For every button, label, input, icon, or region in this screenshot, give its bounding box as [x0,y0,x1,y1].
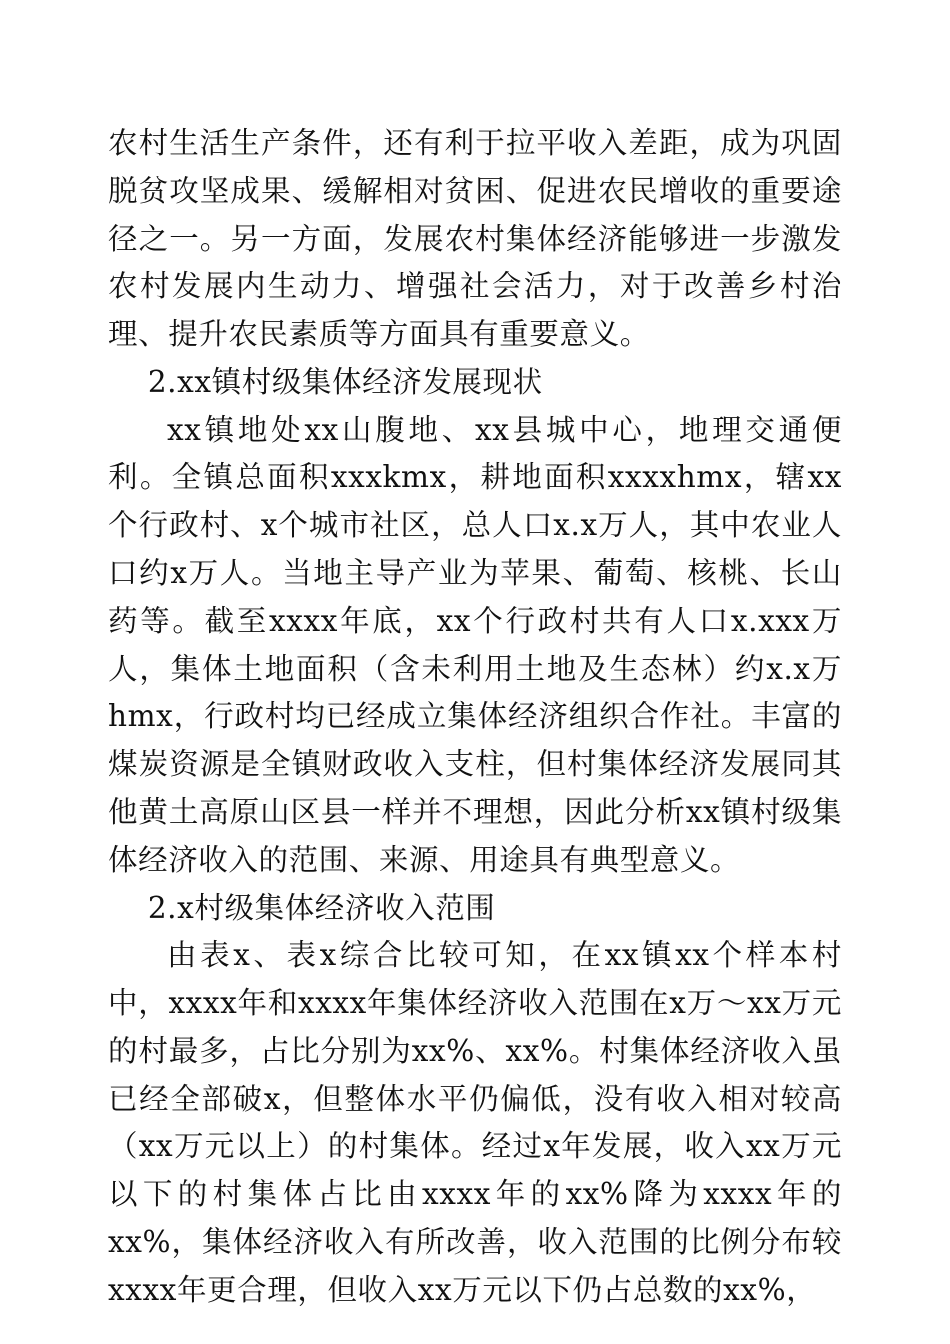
section-heading-2: 2.xx镇村级集体经济发展现状 [147,364,543,399]
paragraph-continuation: 农村生活生产条件，还有利于拉平收入差距，成为巩固脱贫攻坚成果、缓解相对贫困、促进农民增收的重要途径之一。另一方面，发展农村集体经济能够进一步激发农村发展内生动力、增强社会活力，对于改善乡村治理、提升农民素质等方面具有重要意义。 [108,126,842,352]
paragraph-town-overview: xx镇地处xx山腹地、xx县城中心，地理交通便利。全镇总面积xxxkmx，耕地面积xxxxhmx，辖xx个行政村、x个城市社区，总人口x.x万人，其中农业人口约x万人。当地主导产业为苹果、葡萄、核桃、长山药等。截至xxxx年底，xx个行政村共有人口x.xxx万人，集体土地面积（含未利用土地及生态林）约x.x万hmx，行政村均已经成立集体经济组织合作社。丰富的煤炭资源是全镇财政收入支柱，但村集体经济发展同其他黄土高原山区县一样并不理想，因此分析xx镇村级集体经济收入的范围、来源、用途具有典型意义。 [108,412,842,877]
section-heading-2x: 2.x村级集体经济收入范围 [147,890,496,925]
document-body [108,120,842,1315]
paragraph-income-range: 由表x、表x综合比较可知，在xx镇xx个样本村中，xxxx年和xxxx年集体经济收入范围在x万～xx万元的村最多，占比分别为xx%、xx%。村集体经济收入虽已经全部破x，但整体水平仍偏低，没有收入相对较高（xx万元以上）的村集体。经过x年发展，收入xx万元以下的村集体占比由xxxx年的xx%降为xxxx年的xx%，集体经济收入有所改善，收入范围的比例分布较xxxx年更合理，但收入xx万元以下仍占总数的xx%， [108,938,842,1307]
